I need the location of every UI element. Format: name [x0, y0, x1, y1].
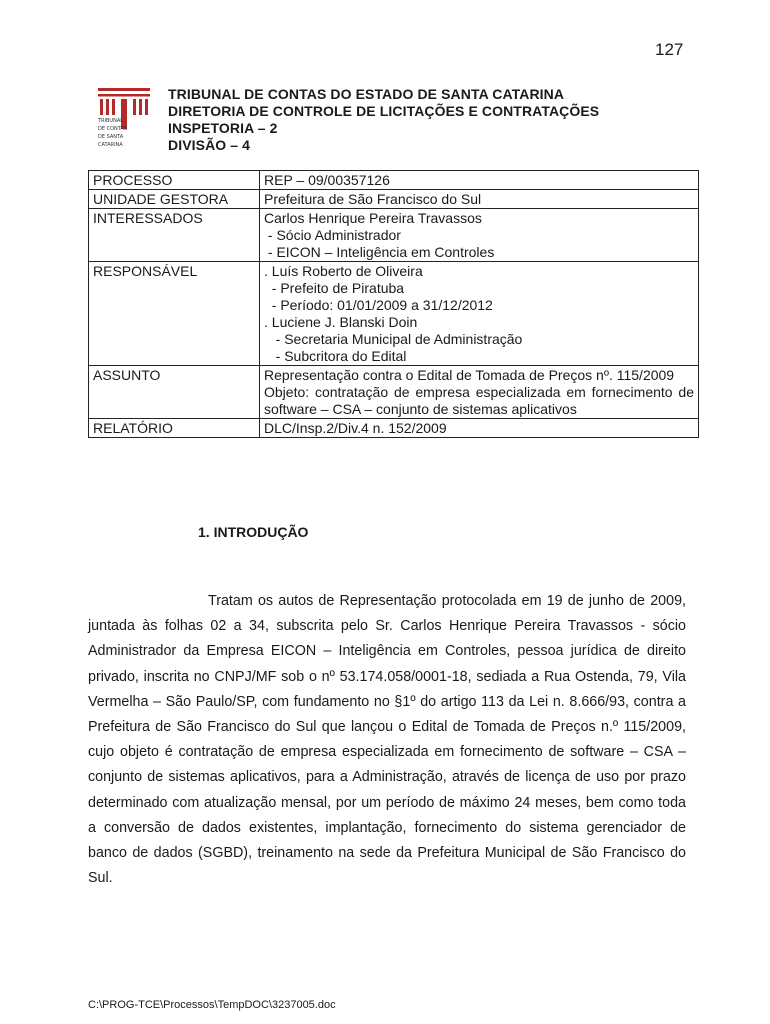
- label-interessados: INTERESSADOS: [89, 209, 260, 262]
- footer-file-path: C:\PROG-TCE\Processos\TempDOC\3237005.doc: [88, 999, 336, 1011]
- row-unidade-gestora: [89, 190, 699, 209]
- responsavel-line: - Prefeito de Piratuba: [264, 280, 405, 296]
- svg-text:DE CONTAS: DE CONTAS: [98, 126, 128, 132]
- row-relatorio: [89, 419, 699, 438]
- responsavel-line: - Período: 01/01/2009 a 31/12/2012: [264, 297, 493, 313]
- body-text: [88, 589, 686, 891]
- value-responsavel: [260, 262, 699, 366]
- assunto-objeto: Objeto: contratação de empresa especializada em fornecimento de software – CSA – conjunto de sistemas aplicativos: [264, 384, 694, 417]
- responsavel-line: - Secretaria Municipal de Administração: [264, 331, 523, 347]
- row-interessados: [89, 209, 699, 262]
- section-title: 1. INTRODUÇÃO: [198, 524, 309, 540]
- interessado-name: Carlos Henrique Pereira Travassos: [264, 210, 482, 226]
- row-assunto: [89, 366, 699, 419]
- value-processo: REP – 09/00357126: [260, 171, 699, 190]
- value-relatorio: DLC/Insp.2/Div.4 n. 152/2009: [260, 419, 699, 438]
- header-block: [168, 86, 599, 154]
- svg-text:DE SANTA: DE SANTA: [98, 134, 124, 140]
- header-inspetoria: INSPETORIA – 2: [168, 120, 278, 136]
- header-tribunal: TRIBUNAL DE CONTAS DO ESTADO DE SANTA CATARINA: [168, 86, 565, 102]
- interessado-company: - EICON – Inteligência em Controles: [264, 244, 495, 260]
- responsavel-line: . Luciene J. Blanski Doin: [264, 314, 418, 330]
- intro-paragraph: Tratam os autos de Representação protocolada em 19 de junho de 2009, juntada às folhas 02 a 34, subscrita pelo Sr. Carlos Henrique Pereira Travassos - sócio Administrador da Empresa EICON – Inteligência em Controles, pessoa jurídica de direito privado, inscrita no CNPJ/MF sob o nº 53.174.058/0001-18, sediada a Rua Ostenda, 79, Vila Vermelha – São Paulo/SP, com fundamento no §1º do artigo 113 da Lei n. 8.666/93, contra a Prefeitura de São Francisco do Sul que lançou o Edital de Tomada de Preços n.º 115/2009, cujo objeto é contratação de empresa especializada em fornecimento de software – CSA – conjunto de sistemas aplicativos, para a Administração, através de licença de uso por prazo determinado com atualização mensal, por um período de máximo 24 meses, bem como toda a conversão de dados existentes, implantação, fornecimento do sistema gerenciador de banco de dados (SGBD), treinamento na sede da Prefeitura Municipal de São Francisco do Sul.: [88, 593, 686, 887]
- label-assunto: ASSUNTO: [89, 366, 260, 419]
- assunto-representacao: Representação contra o Edital de Tomada de Preços nº. 115/2009: [264, 367, 675, 383]
- value-interessados: [260, 209, 699, 262]
- label-unidade-gestora: UNIDADE GESTORA: [89, 190, 260, 209]
- process-info-table: [88, 170, 699, 438]
- header-divisao: DIVISÃO – 4: [168, 137, 251, 153]
- label-responsavel: RESPONSÁVEL: [89, 262, 260, 366]
- interessado-role: - Sócio Administrador: [264, 227, 401, 243]
- value-unidade-gestora: Prefeitura de São Francisco do Sul: [260, 190, 699, 209]
- svg-text:CATARINA: CATARINA: [98, 142, 123, 148]
- label-processo: PROCESSO: [89, 171, 260, 190]
- svg-text:TRIBUNAL: TRIBUNAL: [98, 118, 124, 124]
- tribunal-logo: [96, 86, 152, 152]
- label-relatorio: RELATÓRIO: [89, 419, 260, 438]
- responsavel-line: - Subcritora do Edital: [264, 348, 407, 364]
- value-assunto: [260, 366, 699, 419]
- page-number: 127: [655, 40, 684, 59]
- header-diretoria: DIRETORIA DE CONTROLE DE LICITAÇÕES E CONTRATAÇÕES: [168, 103, 600, 119]
- row-responsavel: [89, 262, 699, 366]
- responsavel-line: . Luís Roberto de Oliveira: [264, 263, 423, 279]
- row-processo: [89, 171, 699, 190]
